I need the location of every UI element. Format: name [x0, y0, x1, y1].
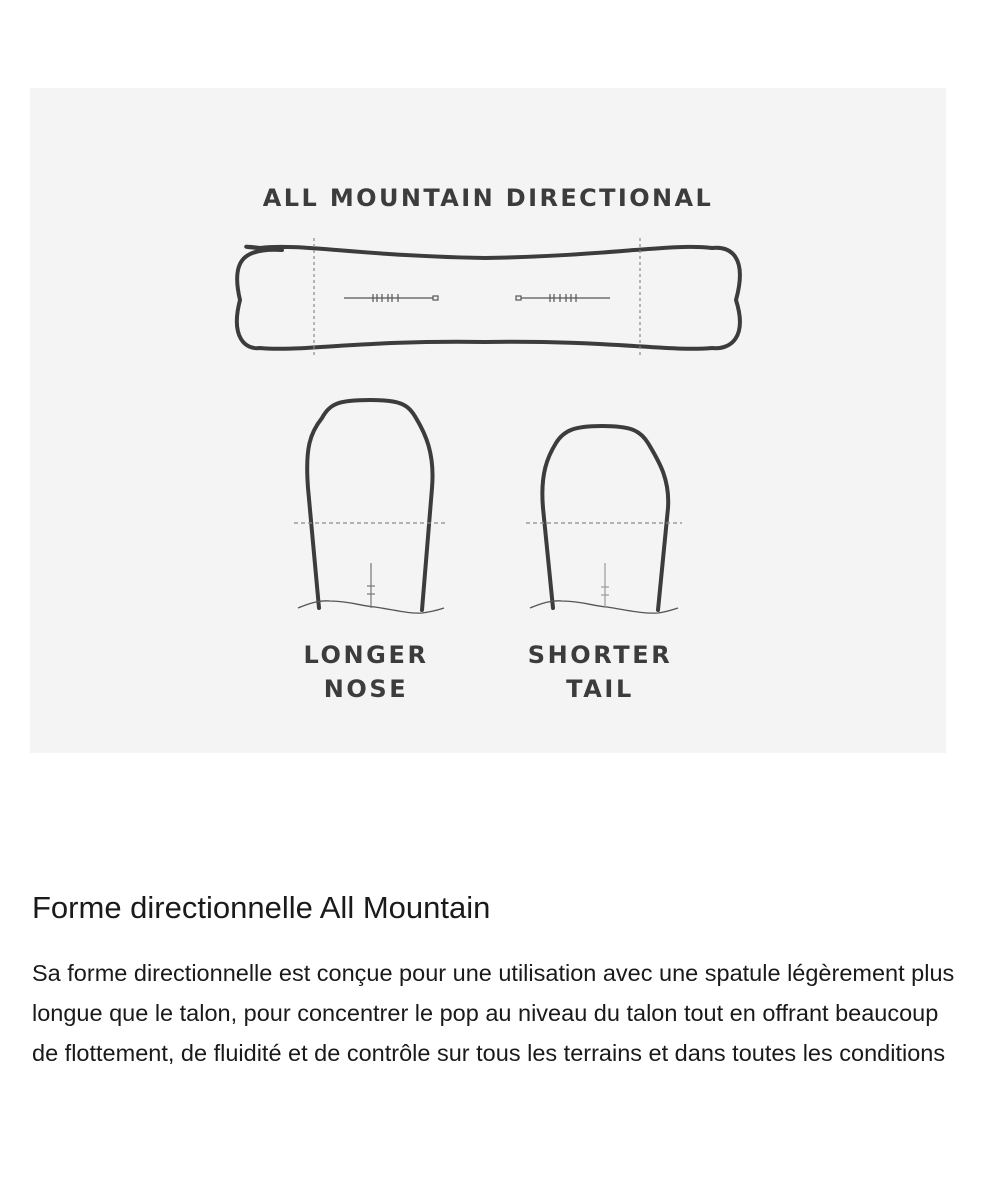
snowboard-outline-icon [237, 247, 740, 349]
diagram-panel [30, 88, 946, 753]
section-description: Sa forme directionnelle est conçue pour une utilisation avec une spatule légèrement plus longue que le talon, pour concentrer le pop au niveau du talon tout en offrant beaucoup de flottement, de fluidité et de contrôle sur tous les terrains et dans toutes les conditions [32, 960, 955, 1066]
longer-nose-label-line1: LONGER [303, 641, 429, 669]
shorter-tail-label-line1: SHORTER [527, 641, 673, 669]
diagram-title: ALL MOUNTAIN DIRECTIONAL [262, 184, 714, 212]
longer-nose-icon [294, 400, 446, 613]
insert-pattern-left-icon [344, 294, 438, 302]
section-heading: Forme directionnelle All Mountain [32, 890, 491, 925]
insert-pattern-right-icon [516, 294, 610, 302]
shorter-tail-icon [526, 426, 682, 613]
longer-nose-label-line2: NOSE [323, 675, 409, 703]
longer-nose-label [286, 638, 446, 706]
snowboard-diagram [30, 88, 946, 753]
shorter-tail-label-line2: TAIL [566, 675, 634, 703]
shorter-tail-label [520, 638, 680, 706]
